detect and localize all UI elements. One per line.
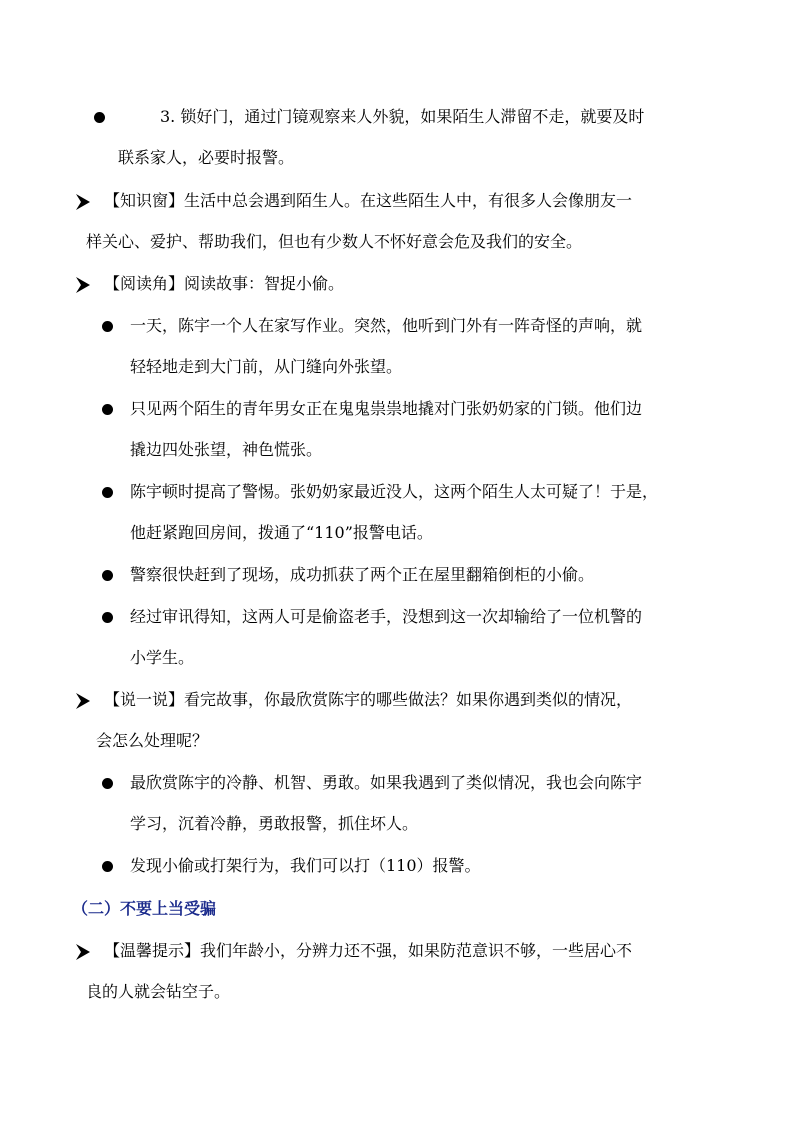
list-item-line: 轻轻地走到大门前，从门缝向外张望。 xyxy=(130,357,403,376)
list-item-line: 最欣赏陈宇的冷静、机智、勇敢。如果我遇到了类似情况，我也会向陈宇 xyxy=(130,773,643,792)
paragraph-line: 【阅读角】阅读故事：智捉小偷。 xyxy=(104,274,345,293)
bullet-icon xyxy=(102,570,113,581)
paragraph-line: 样关心、爱护、帮助我们，但也有少数人不怀好意会危及我们的安全。 xyxy=(86,232,583,251)
paragraph-line: 【温馨提示】我们年龄小，分辨力还不强，如果防范意识不够，一些居心不 xyxy=(104,941,633,960)
list-item-line: 3. 锁好门，通过门镜观察来人外貌，如果陌生人滞留不走，就要及时 xyxy=(160,107,645,126)
list-item-line: 一天，陈宇一个人在家写作业。突然，他听到门外有一阵奇怪的声响，就 xyxy=(130,316,643,335)
section-heading: （二）不要上当受骗 xyxy=(72,899,217,918)
bullet-icon xyxy=(102,321,113,332)
list-item-line: 经过审讯得知，这两人可是偷盗老手，没想到这一次却输给了一位机警的 xyxy=(130,607,643,626)
bullet-icon xyxy=(102,778,113,789)
paragraph-line: 良的人就会钻空子。 xyxy=(86,982,231,1001)
list-item-line: 小学生。 xyxy=(130,648,195,667)
list-item-line: 只见两个陌生的青年男女正在鬼鬼祟祟地撬对门张奶奶家的门锁。他们边 xyxy=(130,399,643,418)
bullet-icon xyxy=(102,404,113,415)
bullet-icon xyxy=(102,861,113,872)
bullet-icon xyxy=(102,612,113,623)
list-item-line: 学习，沉着冷静，勇敢报警，抓住坏人。 xyxy=(130,814,419,833)
paragraph-line: 【知识窗】生活中总会遇到陌生人。在这些陌生人中，有很多人会像朋友一 xyxy=(104,191,633,210)
bullet-icon xyxy=(102,487,113,498)
list-item-line: 他赶紧跑回房间，拨通了“110”报警电话。 xyxy=(130,523,433,542)
bullet-icon xyxy=(94,112,105,123)
paragraph-line: 会怎么处理呢？ xyxy=(96,731,209,750)
list-item-line: 陈宇顿时提高了警惕。张奶奶家最近没人，这两个陌生人太可疑了！于是， xyxy=(130,482,659,501)
list-item-line: 警察很快赶到了现场，成功抓获了两个正在屋里翻箱倒柜的小偷。 xyxy=(130,565,595,584)
arrow-bullet-icon xyxy=(76,944,90,960)
arrow-bullet-icon xyxy=(76,194,90,210)
list-item-line: 撬边四处张望，神色慌张。 xyxy=(130,440,323,459)
list-item-line: 联系家人，必要时报警。 xyxy=(118,148,295,167)
arrow-bullet-icon xyxy=(76,277,90,293)
arrow-bullet-icon xyxy=(76,693,90,709)
paragraph-line: 【说一说】看完故事，你最欣赏陈宇的哪些做法？如果你遇到类似的情况， xyxy=(104,690,633,709)
list-item-line: 发现小偷或打架行为，我们可以打（110）报警。 xyxy=(130,856,481,875)
